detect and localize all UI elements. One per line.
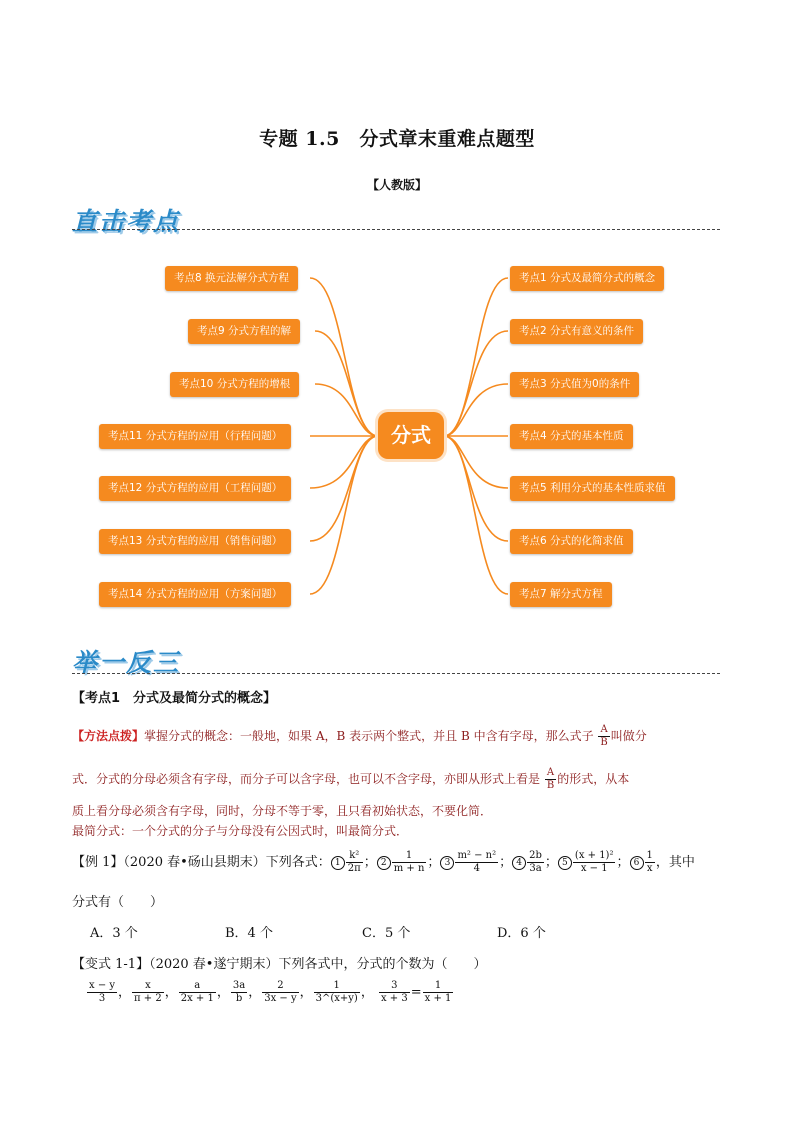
frac-den: x − 1 [573, 862, 616, 875]
item-number-5: 5 [558, 856, 572, 870]
divider-top [72, 229, 720, 230]
frac-num: 3 [391, 980, 398, 991]
page-title: 专题 1.5 分式章末重难点题型 [259, 128, 535, 150]
frac-num: a [194, 980, 201, 991]
frac-den: x + 3 [380, 993, 408, 1004]
frac-den: B [600, 737, 608, 748]
example-1-suffix: ，其中 [655, 855, 695, 870]
frac-num: A [600, 724, 608, 735]
frac-num: k² [349, 850, 360, 861]
frac-den: b [231, 992, 247, 1005]
example-1-prefix: 【例 1】（2020 春•砀山县期末）下列各式： [72, 855, 331, 870]
frac-num: 3a [232, 980, 246, 991]
method-text-2-end: 的形式，从本 [557, 772, 630, 786]
method-tag: 【方法点拨】 [72, 729, 145, 743]
frac-num: m² − n² [457, 850, 497, 861]
banner-practice: 举一反三 [72, 648, 181, 677]
variant-expression-list: $\frac{x - y}{3}$ ， $\frac{x}{\pi + 2}$ ， $\frac{a}{2x + 1}$ ， $\frac{3a}{b}$ ， $\frac{2}{3x - y}$ ， $\frac{1}{3\^{}(x+y)}$ ， [89, 980, 374, 1004]
option-b: B．4 个 [225, 926, 273, 941]
example-1-fraction-1 [346, 850, 363, 875]
mind-map [95, 258, 705, 618]
option-d: D．6 个 [497, 926, 546, 941]
mind-map-center: 分式 [378, 412, 444, 459]
item-number-3: 3 [440, 856, 454, 870]
frac-num: (x + 1)² [574, 850, 614, 861]
method-line-2 [72, 767, 629, 792]
node-kaodian-9: 考点9 分式方程的解 [188, 319, 300, 344]
frac-den: 2x + 1 [180, 993, 214, 1004]
frac-den: 3x − y [264, 993, 297, 1004]
frac-den: 3a [527, 862, 544, 875]
frac-num: 1 [333, 980, 340, 991]
example-1-fraction-2 [392, 850, 427, 875]
edition-label: 【人教版】 [366, 178, 427, 192]
item-number-2: 2 [377, 856, 391, 870]
frac-den: 3^(x+y) [315, 993, 358, 1004]
frac-den: x [645, 862, 655, 875]
frac-num: x [145, 980, 151, 991]
variant-eq-left [379, 980, 410, 1005]
frac-num: 2b [529, 850, 542, 861]
example-1-expressions: 1 $\frac{\text{k²}}{2\pi}$ ； 2 $\frac{1}{m + n}$ ； 3 $\frac{\text{m² − n²}}{4}$ ； 4 $\frac{2b}{3a}$ ； 5 $\frac{\text{(x + 1)²}}{x - 1}$ ； 6 $\frac{1}{x}$ [331, 855, 656, 870]
node-kaodian-8: 考点8 换元法解分式方程 [165, 266, 298, 291]
frac-num: 1 [405, 850, 413, 861]
method-line-1 [72, 724, 647, 749]
banner-key-points: 直击考点 [72, 207, 181, 236]
variant-fraction-1 [87, 980, 117, 1005]
example-1-fraction-4 [527, 850, 544, 875]
method-text-2: 式．分式的分母必须含有字母，而分子可以含字母，也可以不含字母，亦即从形式上看是 [72, 772, 541, 786]
node-kaodian-10: 考点10 分式方程的增根 [170, 372, 299, 397]
frac-num: x − y [89, 980, 116, 991]
option-a: A．3 个 [90, 926, 138, 941]
method-text-1-end: 叫做分 [610, 729, 647, 743]
frac-num: A [546, 767, 555, 778]
variant-fraction-2 [132, 980, 164, 1005]
fraction-a-over-b-2 [545, 767, 556, 792]
method-line-4: 最简分式：一个分式的分子与分母没有公因式时，叫最简分式． [72, 824, 409, 838]
node-kaodian-13: 考点13 分式方程的应用（销售问题） [99, 529, 291, 554]
example-1-fraction-5 [573, 850, 616, 875]
node-kaodian-3: 考点3 分式值为0的条件 [510, 372, 639, 397]
method-line-3: 质上看分母必须含有字母，同时，分母不等于零，且只看初始状态，不要化简． [72, 804, 493, 818]
node-kaodian-5: 考点5 利用分式的基本性质求值 [510, 476, 675, 501]
node-kaodian-14: 考点14 分式方程的应用（方案问题） [99, 582, 291, 607]
node-kaodian-2: 考点2 分式有意义的条件 [510, 319, 643, 344]
method-text-1: 掌握分式的概念：一般地，如果 A，B 表示两个整式，并且 B 中含有字母，那么式子 [144, 729, 594, 743]
option-c: C．5 个 [362, 926, 411, 941]
section-heading: 【考点1 分式及最简分式的概念】 [72, 691, 277, 706]
item-number-6: 6 [630, 856, 644, 870]
example-1-question [72, 850, 695, 875]
example-1-fraction-6 [645, 850, 655, 875]
item-number-1: 1 [331, 856, 345, 870]
frac-num: 1 [646, 850, 653, 861]
frac-den: x + 1 [424, 993, 452, 1004]
variant-fraction-6 [314, 980, 360, 1005]
variant-fraction-3 [179, 980, 216, 1005]
example-1-line-2: 分式有（ ） [72, 895, 164, 910]
node-kaodian-4: 考点4 分式的基本性质 [510, 424, 633, 449]
variant-1-1-question: 【变式 1-1】（2020 春•遂宁期末）下列各式中，分式的个数为（ ） [72, 957, 487, 972]
node-kaodian-1: 考点1 分式及最简分式的概念 [510, 266, 664, 291]
item-number-4: 4 [512, 856, 526, 870]
frac-den: 2π [347, 863, 361, 874]
example-1-fraction-3 [455, 850, 498, 875]
frac-den: 4 [455, 862, 498, 875]
fraction-a-over-b [598, 724, 609, 749]
frac-den: m + n [393, 863, 425, 874]
variant-fraction-5 [262, 980, 298, 1005]
frac-num: 1 [434, 980, 442, 991]
node-kaodian-11: 考点11 分式方程的应用（行程问题） [99, 424, 291, 449]
variant-eq-right [423, 980, 454, 1005]
variant-1-1-expressions: $\frac{x - y}{3}$ ， $\frac{x}{\pi + 2}$ ， $\frac{a}{2x + 1}$ ， $\frac{3a}{b}$ ， $\frac{2}{3x - y}$ ， $\frac{1}{3\^{}(x+y)}$ ， $\frac{3}{x + 3}$ = $\frac{1}{x + 1}$ [86, 980, 454, 1005]
node-kaodian-6: 考点6 分式的化简求值 [510, 529, 633, 554]
node-kaodian-7: 考点7 解分式方程 [510, 582, 612, 607]
variant-fraction-4 [231, 980, 247, 1005]
divider-middle [72, 673, 720, 674]
frac-den: 3 [87, 992, 117, 1005]
node-kaodian-12: 考点12 分式方程的应用（工程问题） [99, 476, 291, 501]
frac-num: 2 [277, 980, 284, 991]
frac-den: π + 2 [134, 993, 162, 1004]
frac-den: B [546, 780, 555, 791]
